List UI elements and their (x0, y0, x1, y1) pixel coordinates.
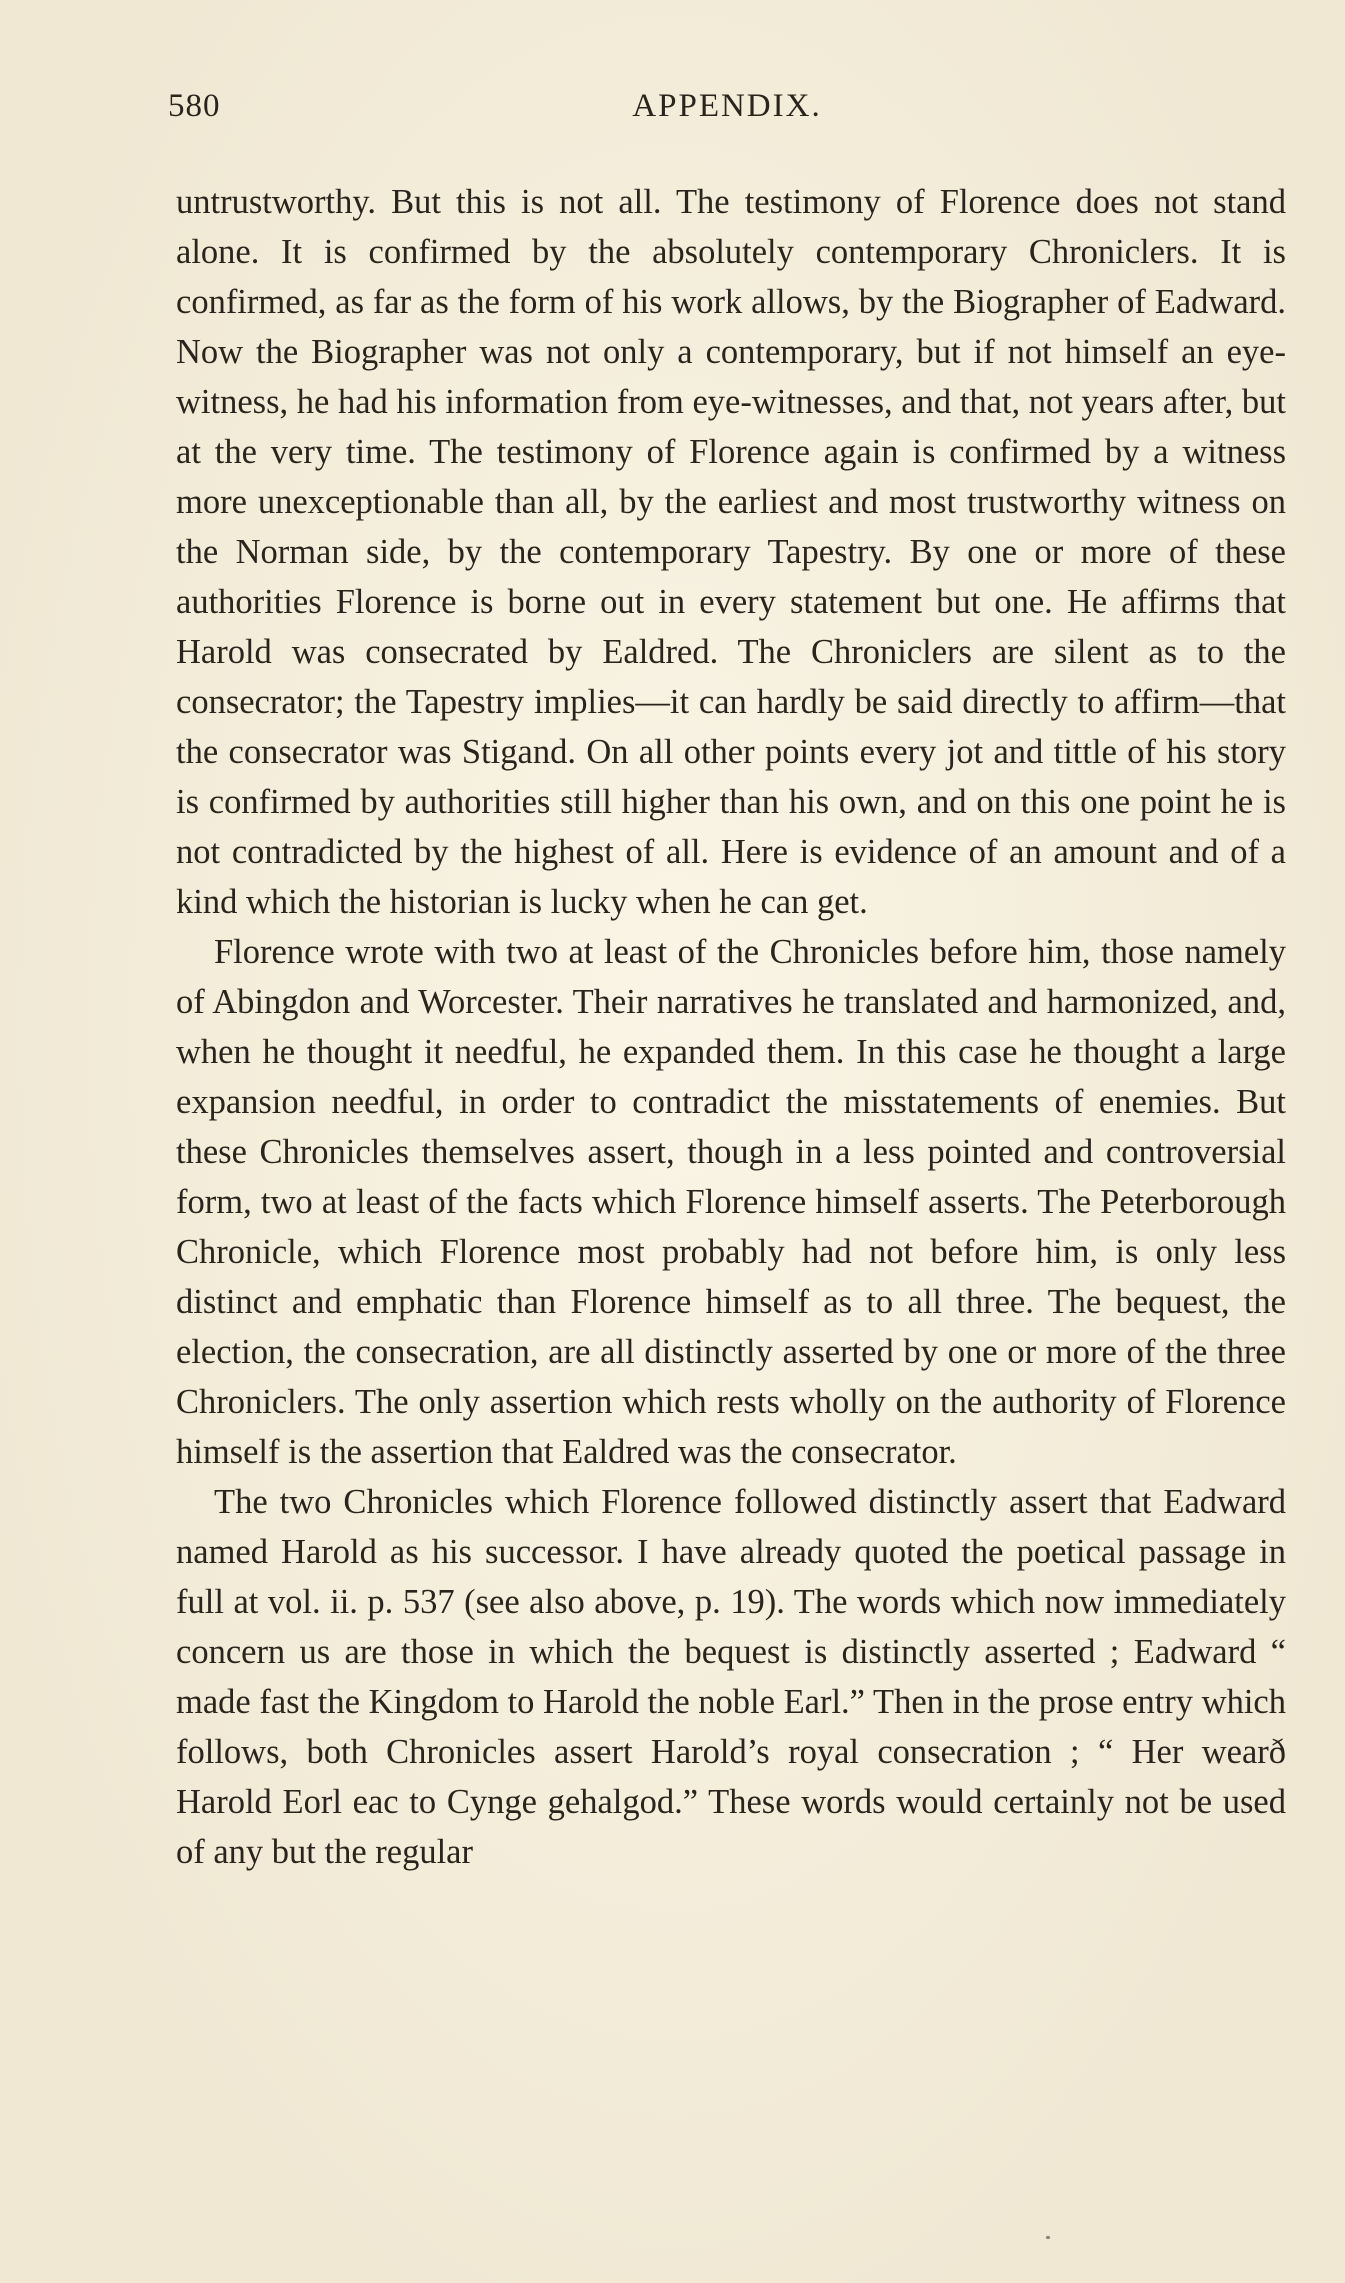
paragraph-1: untrustworthy. But this is not all. The testimony of Florence does not stand alone. It is confirmed by the absolutely contemporary Chroniclers. It is confirmed, as far as the form of his work allows, by the Biographer of Eadward. Now the Biographer was not only a contemporary, but if not himself an eye-witness, he had his information from eye-witnesses, and that, not years after, but at the very time. The testimony of Florence again is confirmed by a witness more unexceptionable than all, by the earliest and most trustworthy witness on the Norman side, by the contemporary Tapestry. By one or more of these authorities Florence is borne out in every statement but one. He affirms that Harold was consecrated by Ealdred. The Chroniclers are silent as to the consecrator; the Tapestry implies—it can hardly be said directly to affirm—that the consecrator was Stigand. On all other points every jot and tittle of his story is confirmed by authorities still higher than his own, and on this one point he is not contradicted by the highest of all. Here is evidence of an amount and of a kind which the historian is lucky when he can get. (176, 183, 1286, 921)
paragraph-3: The two Chronicles which Florence followed distinctly assert that Eadward named Harold as his successor. I have already quoted the poetical passage in full at vol. ii. p. 537 (see also above, p. 19). The words which now immediately concern us are those in which the bequest is distinctly asserted ; Eadward “ made fast the Kingdom to Harold the noble Earl.” Then in the prose entry which follows, both Chronicles assert Harold’s royal consecration ; “ Her wearð Harold Eorl eac to Cynge gehalgod.” These words would certainly not be used of any but the regular (176, 1483, 1286, 1871)
running-title: APPENDIX. (632, 88, 822, 124)
running-head (168, 88, 1286, 138)
paragraph-2: Florence wrote with two at least of the Chronicles before him, those namely of Abingdon and Worcester. Their narratives he translated and harmonized, and, when he thought it needful, he expanded them. In this case he thought a large expansion needful, in order to contradict the misstatements of enemies. But these Chronicles themselves assert, though in a less pointed and controversial form, two at least of the facts which Florence himself asserts. The Peterborough Chronicle, which Florence most probably had not before him, is only less distinct and emphatic than Florence himself as to all three. The bequest, the election, the consecration, are all distinctly asserted by one or more of the three Chroniclers. The only assertion which rests wholly on the authority of Florence himself is the assertion that Ealdred was the consecrator. (176, 933, 1286, 1471)
body-text (176, 177, 1286, 1877)
ink-speck (1046, 2236, 1050, 2239)
page-number: 580 (168, 88, 221, 124)
